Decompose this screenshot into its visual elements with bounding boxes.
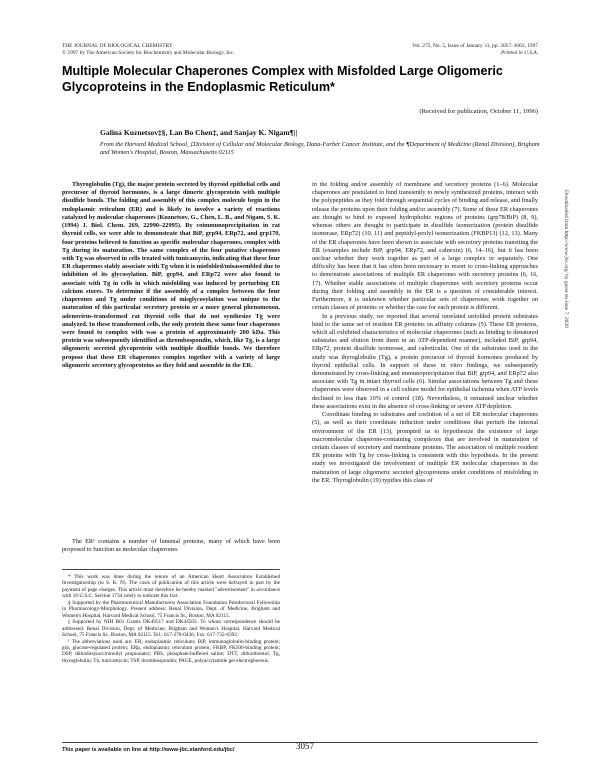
footnote-rule — [62, 569, 280, 570]
footnote: || Supported by NIH R01 Grants DK49517 and DK44503. To whom correspondence should be addressed: Renal Division, Dept. of Medicine, Brigham and Women's Hospital, Harvard Medical School, 75 Francis St., Boston, MA 02115. Tel.: 617-278-0436; Fax: 617-732-6392. — [62, 619, 280, 639]
intro-paragraph: The ER¹ contains a number of lumenal proteins, many of which have been proposed to function as molecular chaperones — [62, 538, 280, 554]
received-date: (Received for publication, October 11, 1996) — [419, 108, 538, 115]
paragraph: in the folding and/or assembly of membrane and secretory proteins (1–6). Molecular chaperones are postulated to bind transiently to newly synthesized proteins, interact with the polypeptides as they fold through sequential cycles of binding and release, and finally release the proteins upon their folding and/or assembly (7). Some of these ER chaperones are thought to bind to exposed hydrophobic regions of proteins (grp78/BiP) (8, 9), whereas others are thought to participate in disulfide isomerization (protein disulfide isomerase, ERp72) (10, 11) and peptidyl-prolyl isomerization (FKBP13) (12, 13). Many of the ER chaperones have been shown to associate with secretory proteins transiting the ER (examples include BiP, grp94, ERp72, and calnexin) (6, 14–16), but it has been unclear whether they work together as part of a large complex or separately. One difficulty has been that it has often been necessary to resort to cross-linking approaches to demonstrate associations of multiple ER chaperones with secretory proteins (6, 16, 17). Whether stable associations of multiple chaperones with secretory proteins occur during their folding and assembly in the ER is a question of considerable interest. Furthermore, it is unknown whether particular sets of chaperones work together on certain classes of proteins or whether the case for each protein is different. — [312, 181, 538, 312]
right-column — [312, 181, 538, 485]
article-title: Multiple Molecular Chaperones Complex with Misfolded Large Oligomeric Glycoproteins in the Endoplasmic Reticulum* — [62, 64, 503, 94]
volume-line: Vol. 272, No. 5, Issue of January 31, pp. 3057–3063, 1997 — [412, 43, 538, 49]
online-availability-link[interactable]: This paper is available on line at http://www-jbc.stanford.edu/jbc/ — [62, 747, 235, 753]
footnote: * This work was done during the tenure of an American Heart Association Established Investigatorship (to S. K. N). The costs of publication of this article were defrayed in part by the payment of page charges. This article must therefore be hereby marked "advertisement" in accordance with 18 U.S.C. Section 1734 solely to indicate this fact. — [62, 574, 280, 600]
journal-name: THE JOURNAL OF BIOLOGICAL CHEMISTRY — [62, 43, 173, 49]
footnote: § Supported by the Pharmaceutical Manufacturers Association Foundation Postdoctoral Fellowship in Pharmacology-Morphology. Present address: Renal Division, Dept. of Medicine, Brigham and Women's Hospital, Harvard Medical School, 75 Francis St., Boston, MA 02115. — [62, 599, 280, 619]
copyright-line: © 1997 by The American Society for Biochemistry and Molecular Biology, Inc. — [62, 50, 235, 56]
footnotes — [62, 574, 280, 664]
paragraph: In a previous study, we reported that several unrelated unfolded protein substrates bind to the same set of resident ER proteins on affinity columns (5). These ER proteins, which all exhibited characteristics of molecular chaperones (such as binding to denatured substrates and elution from them in an ATP-dependent manner), included BiP, grp94, ERp72, protein disulfide isomerase, and calreticulin. One of the substrates used in the study was thyroglobulin (Tg), a protein precursor of thyroid hormones produced by thyroid epithelial cells. In support of these in vitro findings, we subsequently demonstrated by cross-linking and immunoprecipitation that BiP, grp94, and ERp72 also associate with Tg in intact thyroid cells (6). Similar associations between Tg and these chaperones were observed in a cell culture model for epithelial ischemia when ATP levels declined to less than 10% of control (18). Nevertheless, it remained unclear whether these associations exist in the absence of cross-linking or severe ATP depletion. — [312, 312, 538, 410]
download-link[interactable]: Downloaded from http://www.jbc.org/ by guest on June 7, 2020 — [563, 190, 569, 328]
abstract: Thyroglobulin (Tg), the major protein secreted by thyroid epithelial cells and precursor of thyroid hormones, is a large dimeric glycoprotein with multiple disulfide bonds. The folding and assembly of this complex molecule begin in the endoplasmic reticulum (ER) and is likely to involve a variety of reactions catalyzed by molecular chaperones (Kuznetsov, G., Chen, L. B., and Nigam, S. K. (1994) J. Biol. Chem. 269, 22990–22995). By coimmunoprecipitation in rat thyroid cells, we were able to demonstrate that BiP, grp94, ERp72, and grp170, four proteins believed to function as specific molecular chaperones, complex with Tg during its maturation. The same complex of the four putative chaperones with Tg was observed in cells treated with tunicamycin, indicating that these four ER chaperones stably associate with Tg when it is misfolded/misassembled due to inhibition of its glycosylation. BiP, grp94, and ERp72 were also found to associate with Tg in cells in which misfolding was induced by perturbing ER calcium stores. To determine if the assembly of a complex between the four chaperones and Tg under conditions of misglycosylation was unique to the maturation of this particular secretory protein or a more general phenomenon, adenovirus-transformed rat thyroid cells that do not synthesize Tg were analyzed. In these transformed cells, the only protein these same four chaperones were found to complex with was a protein of approximately 200 kDa. This protein was subsequently identified as thrombospondin, which, like Tg, is a large oligomeric secreted glycoprotein with multiple disulfide bonds. We therefore propose that these ER chaperones complex together with a variety of large oligomeric secretory glycoproteins as they fold and assemble in the ER. — [62, 181, 280, 369]
footnote: ¹ The abbreviations used are: ER, endoplasmic reticulum; BiP, immunoglobulin-binding protein; grp, glucose-regulated protein; ERp, endoplasmic reticulum protein; FKBP, FK506-binding protein; DSP, dithiobis(succinimidyl propionate); PBS, phosphate-buffered saline; DTT, dithiothreitol; Tg, thyroglobulin; Tn, tunicamycin; TSP, thrombospondin; PAGE, polyacrylamide gel electrophoresis. — [62, 638, 280, 664]
paragraph: Coordinate binding to substrates and coelution of a set of ER molecular chaperones (5), as well as their coordinate induction under conditions that perturb the internal environment of the ER (13), prompted us to hypothesize the existence of large macromolecular chaperone-containing complexes that are involved in maturation of certain classes of secretory and membrane proteins. The association of multiple resident ER proteins with Tg by cross-linking is consistent with this hypothesis. In the present study we investigated the involvement of multiple ER molecular chaperones in the maturation of large oligomeric secreted glycoproteins under conditions of misfolding in the ER. Thyroglobulin (19) typifies this class of — [312, 411, 538, 484]
running-header-right — [338, 43, 538, 57]
download-watermark — [560, 190, 570, 500]
author-list: Galina Kuznetsov‡§, Lan Bo Chen‡, and Sanjay K. Nigam¶|| — [100, 128, 298, 137]
printed-line: Printed in U.S.A. — [501, 50, 538, 56]
page-number: 3057 — [296, 741, 314, 751]
running-header-left — [62, 43, 322, 57]
affiliation: From the Harvard Medical School, ‡Division of Cellular and Molecular Biology, Dana-Farber Cancer Institute, and the ¶Department of Medicine (Renal Division), Brigham and Women's Hospital, Boston, Massachusetts 02115 — [100, 141, 540, 156]
